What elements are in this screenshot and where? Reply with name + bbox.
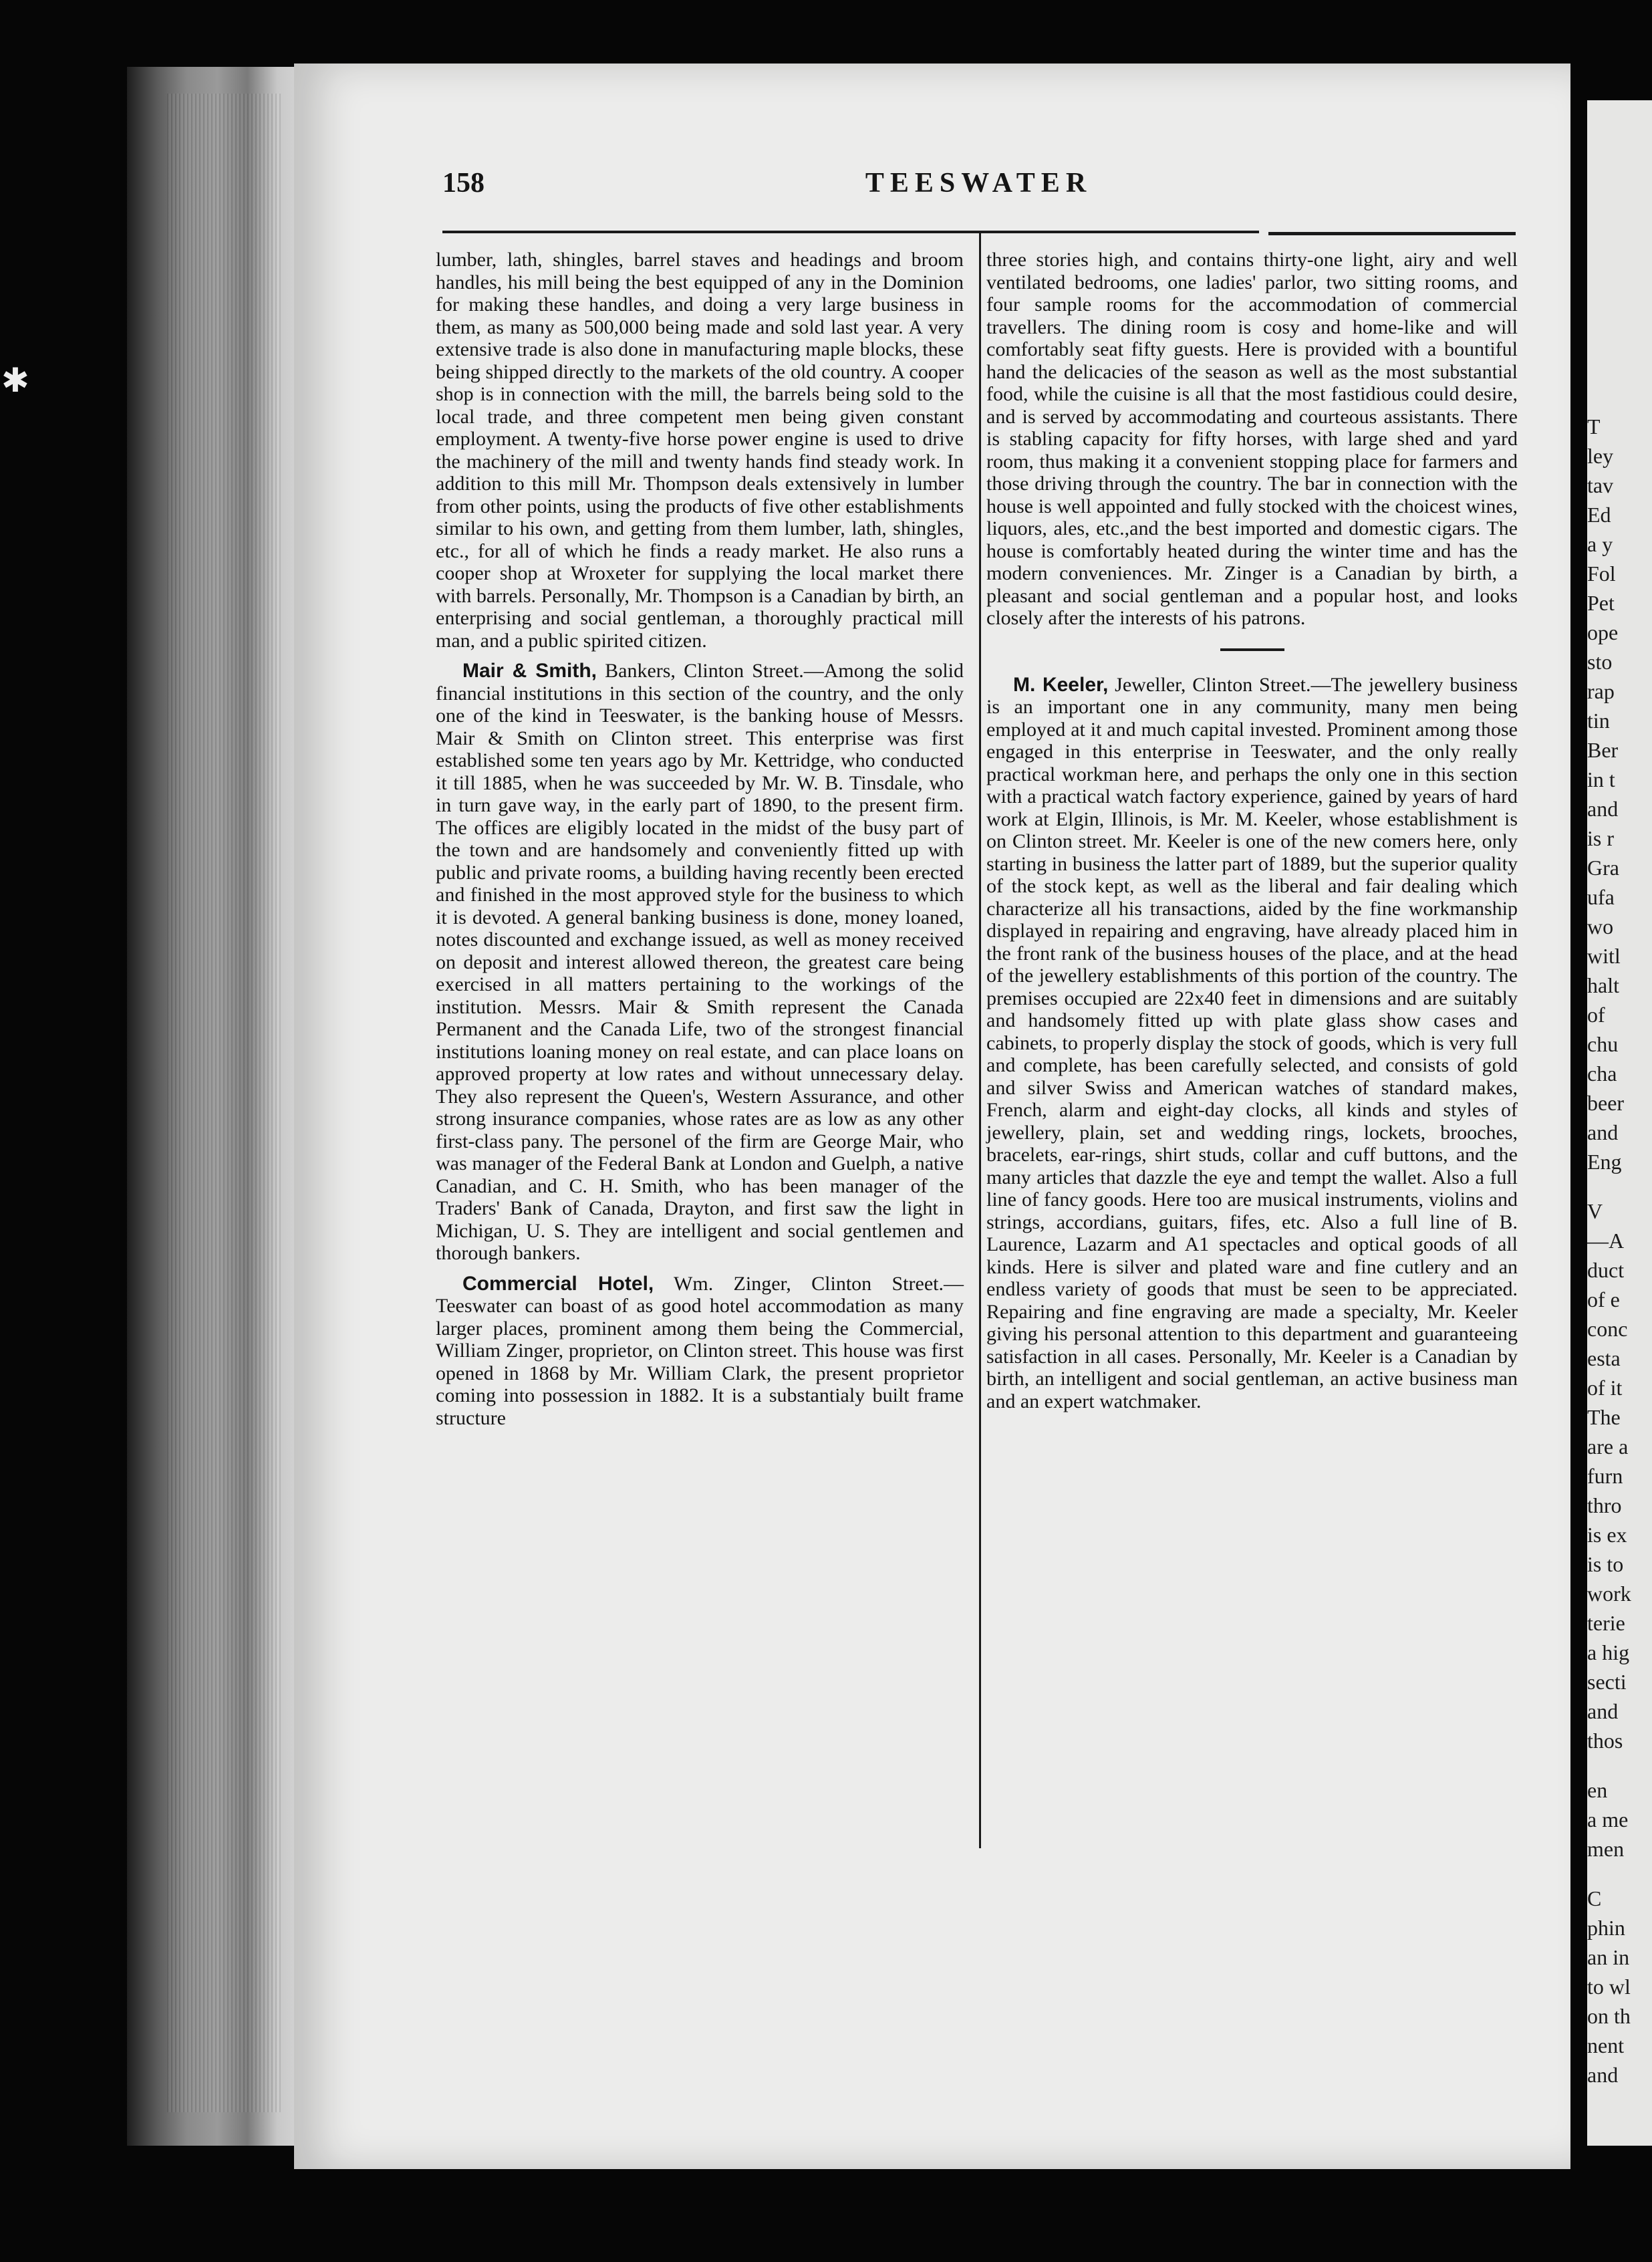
- adjacent-page-fragment: chu: [1587, 1032, 1619, 1056]
- adjacent-page-fragment: tav: [1587, 473, 1614, 497]
- adjacent-page-fragment: terie: [1587, 1611, 1625, 1635]
- adjacent-page-fragment: thro: [1587, 1493, 1622, 1517]
- adjacent-page-fragment: halt: [1587, 973, 1619, 997]
- adjacent-page-fragment: C: [1587, 1886, 1602, 1910]
- column-divider: [979, 231, 981, 1848]
- adjacent-page-fragment: T: [1587, 414, 1601, 438]
- adjacent-page-fragment: Gra: [1587, 856, 1619, 880]
- keeler-article: [986, 674, 1518, 1413]
- adjacent-page-fragment: cha: [1587, 1061, 1617, 1086]
- adjacent-page-fragment: and: [1587, 1120, 1619, 1144]
- adjacent-page-fragment: is to: [1587, 1552, 1624, 1576]
- adjacent-page-fragment: ley: [1587, 444, 1614, 468]
- adjacent-page-fragment: duct: [1587, 1258, 1625, 1282]
- adjacent-page-fragment: a hig: [1587, 1640, 1630, 1664]
- page-number: 158: [442, 168, 485, 199]
- commercial-hotel-body: Wm. Zinger, Clinton Street.—Teeswater can boast of as good hotel accommodation as many larger places, prominent among them being the Commercial, William Zinger, proprietor, on Clinton street. This house was first opened in 1868 by Mr. William Clark, the present proprietor coming into possession in 1882. It is a substantialy built frame structure: [436, 1272, 964, 1429]
- adjacent-page-fragment: Ed: [1587, 503, 1611, 527]
- adjacent-page-fragment: is ex: [1587, 1523, 1627, 1547]
- adjacent-page-fragment: work: [1587, 1582, 1631, 1606]
- adjacent-page-fragment: and: [1587, 2063, 1619, 2087]
- adjacent-page-fragment: to wl: [1587, 1975, 1631, 1999]
- adjacent-page-fragment: thos: [1587, 1729, 1623, 1753]
- adjacent-page-fragment: on th: [1587, 2004, 1631, 2028]
- right-column: [986, 249, 1518, 1420]
- commercial-hotel-article: [436, 1273, 964, 1430]
- adjacent-page-fragment: of: [1587, 1003, 1605, 1027]
- mair-smith-body: Bankers, Clinton Street.—Among the solid financial institutions in this section of the country, and the only one of the kind in Teeswater, is the banking house of Messrs. Mair & Smith on Clinton street. This enterprise was first established some ten years ago by Mr. Kettridge, who conducted it till 1885, when he was succeeded by Mr. W. B. Tinsdale, who in turn gave way, in the early part of 1890, to the present firm. The offices are eligibly located in the midst of the busy part of the town and are handsomely and conveniently fitted up with public and private rooms, a building having recently been erected and finished in the most approved style for the business to which it is devoted. A general banking business is done, money loaned, notes discounted and exchange issued, as well as money received on deposit and interest allowed thereon, the greatest care being exercised in all matters pertaining to the workings of the institution. Messrs. Mair & Smith represent the Canada Permanent and the Canada Life, two of the strongest financial institutions loaning money on real estate, and can place loans on approved property at low rates and without unnecessary delay. They also represent the Queen's, Western Assurance, and other strong insurance companies, whose rates are as low as any other first-class pany. The personel of the firm are George Mair, who was manager of the Federal Bank at London and Guelph, a native Canadian, and C. H. Smith, who has been manager of the Traders' Bank of Canada, Drayton, and first saw the light in Michigan, U. S. They are intelligent and social gentlemen and thorough bankers.: [436, 660, 964, 1264]
- adjacent-page-fragment: en: [1587, 1778, 1608, 1802]
- adjacent-page-fragment: are a: [1587, 1434, 1629, 1459]
- adjacent-page-fragment: of it: [1587, 1376, 1623, 1400]
- commercial-hotel-heading: Commercial Hotel,: [462, 1272, 654, 1295]
- keeler-heading: M. Keeler,: [1013, 673, 1109, 696]
- adjacent-page-fragment: ope: [1587, 620, 1619, 644]
- header-rule-right: [1268, 232, 1516, 235]
- adjacent-page-edge: [1587, 100, 1652, 2146]
- adjacent-page-fragment: Eng: [1587, 1150, 1622, 1174]
- adjacent-page-fragment: a y: [1587, 532, 1613, 556]
- adjacent-page-fragment: Fol: [1587, 561, 1616, 586]
- commercial-hotel-continued: three stories high, and contains thirty-one light, airy and well ventilated bedrooms, one ladies' parlor, two sitting rooms, and four sample rooms for the accommodation of commercial travellers. The dining room is cosy and home-like and will comfortably seat fifty guests. Here is provided with a bountiful hand the delicacies of the season as well as the most substantial food, while the cuisine is all that the most fastidious could desire, and is served by accommodating and courteous assistants. There is stabling capacity for fifty horses, with large shed and yard room, thus making it a convenient stopping place for farmers and those driving through the country. The bar in connection with the house is well appointed and fully stocked with the choicest wines, liquors, ales, etc.,and the best imported and domestic cigars. The house is comfortably heated during the winter time and has the modern conveniences. Mr. Zinger is a Canadian by birth, a pleasant and social gentleman and a popular host, and looks closely after the interests of his patrons.: [986, 249, 1518, 629]
- adjacent-page-fragment: rap: [1587, 679, 1615, 703]
- adjacent-page-fragment: esta: [1587, 1346, 1621, 1370]
- adjacent-page-fragment: a me: [1587, 1807, 1629, 1832]
- adjacent-page-fragment: Ber: [1587, 738, 1619, 762]
- adjacent-page-fragment: beer: [1587, 1091, 1625, 1115]
- header-rule-left: [442, 231, 1259, 233]
- adjacent-page-fragment: ufa: [1587, 885, 1615, 909]
- adjacent-page-fragment: witl: [1587, 944, 1621, 968]
- adjacent-page-fragment: —A: [1587, 1229, 1625, 1253]
- adjacent-page-fragment: Pet: [1587, 591, 1615, 615]
- adjacent-page-fragment: phin: [1587, 1916, 1625, 1940]
- adjacent-page-fragment: furn: [1587, 1464, 1623, 1488]
- adjacent-page-fragment: nent: [1587, 2033, 1625, 2057]
- adjacent-page-fragment: V: [1587, 1199, 1603, 1223]
- adjacent-page-fragment: of e: [1587, 1287, 1620, 1311]
- keeler-body: Jeweller, Clinton Street.—The jewellery business is an important one in any community, many men being employed at it and much capital invested. Prominent among those engaged in this enterprise in Teeswater, and the only really practical workman here, and perhaps the only one in this section with a practical watch factory experience, gained by years of hard work at Elgin, Illinois, is Mr. M. Keeler, whose establishment is on Clinton street. Mr. Keeler is one of the new comers here, only starting in business the latter part of 1889, but the superior quality of the stock kept, as well as the liberal and fair dealing which characterize all his transactions, aided by the fine workmanship displayed in repairing and engraving, have already placed him in the front rank of the business houses of the place, and at the head of the jewellery establishments of this portion of the country. The premises occupied are 22x40 feet in dimensions and are suitably and handsomely fitted up with plate glass show cases and cabinets, to properly display the stock of goods, which is very full and complete, has been carefully selected, and consists of gold and silver Swiss and American watches of standard makes, French, alarm and eight-day clocks, all kinds and styles of jewellery, plain, set and wedding rings, lockets, brooches, bracelets, ear-rings, shirt studs, collar and cuff buttons, and the many articles that dazzle the eye and tempt the wallet. Also a full line of fancy goods. Here too are musical instruments, violins and strings, accordians, guitars, fifes, etc. Also a full line of B. Laurence, Lazarm and A1 spectacles and optical goods of all kinds. Here is silver and plated ware and fine cutlery and an endless variety of goods that must be seen to be appreciated. Repairing and fine engraving are made a specialty, Mr. Keeler giving his personal attention to this department and guaranteeing satisfaction in all cases. Personally, Mr. Keeler is a Canadian by birth, an intelligent and social gentleman, an active business man and an expert watchmaker.: [986, 673, 1518, 1412]
- mair-smith-article: [436, 660, 964, 1265]
- adjacent-page-fragment: sto: [1587, 650, 1613, 674]
- adjacent-page-fragment: in t: [1587, 767, 1615, 791]
- adjacent-page-fragment: wo: [1587, 914, 1614, 938]
- running-head: TEESWATER: [865, 168, 1093, 199]
- adjacent-page-fragment: conc: [1587, 1317, 1628, 1341]
- adjacent-page-fragment: The: [1587, 1405, 1621, 1429]
- mair-smith-heading: Mair & Smith,: [462, 660, 597, 682]
- adjacent-page-fragment: an in: [1587, 1945, 1630, 1969]
- adjacent-page-fragment: and: [1587, 797, 1619, 821]
- adjacent-page-fragment: and: [1587, 1699, 1619, 1723]
- article-separator: [1220, 648, 1284, 651]
- adjacent-page-fragment: secti: [1587, 1670, 1627, 1694]
- margin-ink-mark: ✱: [1, 362, 29, 399]
- left-column: [436, 249, 964, 1437]
- page-header: [442, 167, 1515, 214]
- adjacent-page-fragment: men: [1587, 1837, 1625, 1861]
- adjacent-page-fragment: is r: [1587, 826, 1614, 850]
- adjacent-page-fragment: tin: [1587, 709, 1610, 733]
- thompson-mill-paragraph: lumber, lath, shingles, barrel staves and headings and broom handles, his mill being the best equipped of any in the Dominion for making these handles, and doing a very large business in them, as many as 500,000 being made and sold last year. A very extensive trade is also done in manufacturing maple blocks, these being shipped directly to the markets of the old country. A cooper shop is in connection with the mill, the barrels being sold to the local trade, and three competent men being given constant employment. A twenty-five horse power engine is used to drive the machinery of the mill and twenty hands find steady work. In addition to this mill Mr. Thompson deals extensively in lumber from other points, using the products of five other establishments similar to his own, and getting from them lumber, lath, shingles, etc., for all of which he finds a ready market. He also runs a cooper shop at Wroxeter for supplying the local market there with barrels. Personally, Mr. Thompson is a Canadian by birth, an enterprising and social gentleman, a thoroughly practical mill man, and a public spirited citizen.: [436, 249, 964, 652]
